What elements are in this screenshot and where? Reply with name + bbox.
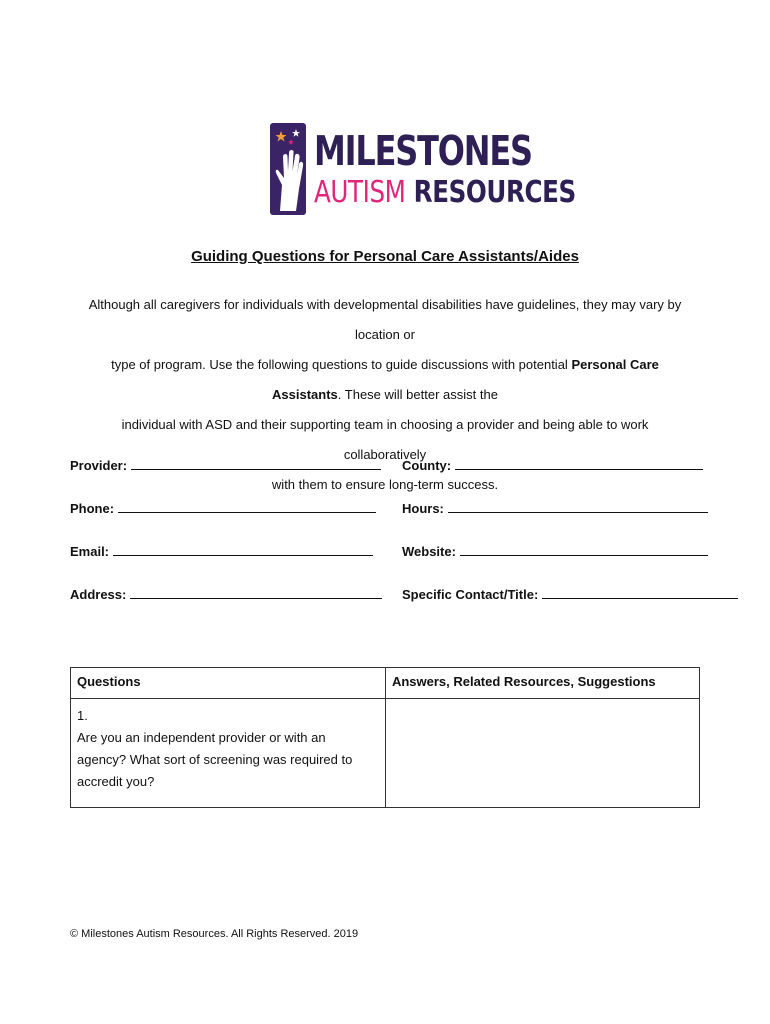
intro-line-3: individual with ASD and their supporting team in choosing a provider and being able to work collaboratively <box>121 417 649 462</box>
logo-autism-text: AUTISM <box>314 175 406 210</box>
contact-field[interactable] <box>402 587 738 602</box>
copyright-footer: © Milestones Autism Resources. All Rights Reserved. 2019 <box>70 928 359 940</box>
address-field[interactable] <box>70 587 382 602</box>
hours-blank[interactable] <box>448 502 708 513</box>
intro-line-2 <box>80 350 690 410</box>
hours-field[interactable] <box>402 501 708 516</box>
milestones-logo <box>270 123 576 215</box>
email-label: Email: <box>70 544 110 559</box>
intro-line-2b: . These will better assist the <box>337 387 498 402</box>
email-field[interactable] <box>70 544 373 559</box>
phone-label: Phone: <box>70 501 115 516</box>
website-field[interactable] <box>402 544 708 559</box>
email-blank[interactable] <box>113 545 373 556</box>
contact-blank[interactable] <box>542 588 738 599</box>
question-cell <box>71 699 386 808</box>
phone-field[interactable] <box>70 501 376 516</box>
logo-wordmark-bottom <box>314 177 576 209</box>
intro-line-1: Although all caregivers for individuals with developmental disabilities have guidelines, they may vary by location or <box>88 297 682 342</box>
document-title-text: Guiding Questions for Personal Care Assistants/Aides <box>191 248 579 265</box>
questions-table <box>70 667 700 808</box>
intro-line-4: with them to ensure long-term success. <box>271 477 499 492</box>
table-header-row <box>71 668 700 699</box>
website-label: Website: <box>402 544 456 559</box>
website-blank[interactable] <box>460 545 708 556</box>
county-field[interactable] <box>402 458 703 473</box>
logo-wordmark-top: MILESTONES <box>314 127 532 175</box>
questions-header: Questions <box>71 668 386 699</box>
table-row <box>71 699 700 808</box>
logo-resources-text: RESOURCES <box>405 175 576 210</box>
question-number: 1. <box>77 708 88 723</box>
document-title <box>0 248 770 265</box>
intro-line-2a: type of program. Use the following questions to guide discussions with potential <box>111 357 572 372</box>
hours-label: Hours: <box>402 501 444 516</box>
contact-label: Specific Contact/Title: <box>402 587 539 602</box>
county-label: County: <box>402 458 452 473</box>
intro-bold-term: Personal Care Assistants <box>272 357 659 402</box>
answers-header: Answers, Related Resources, Suggestions <box>385 668 699 699</box>
address-blank[interactable] <box>130 588 382 599</box>
provider-label: Provider: <box>70 458 128 473</box>
address-label: Address: <box>70 587 127 602</box>
phone-blank[interactable] <box>118 502 376 513</box>
county-blank[interactable] <box>455 459 703 470</box>
hand-stars-icon <box>270 123 306 215</box>
answer-cell[interactable] <box>385 699 699 808</box>
provider-blank[interactable] <box>131 459 381 470</box>
question-text: Are you an independent provider or with an agency? What sort of screening was required to accredit you? <box>77 730 353 789</box>
provider-field[interactable] <box>70 458 381 473</box>
